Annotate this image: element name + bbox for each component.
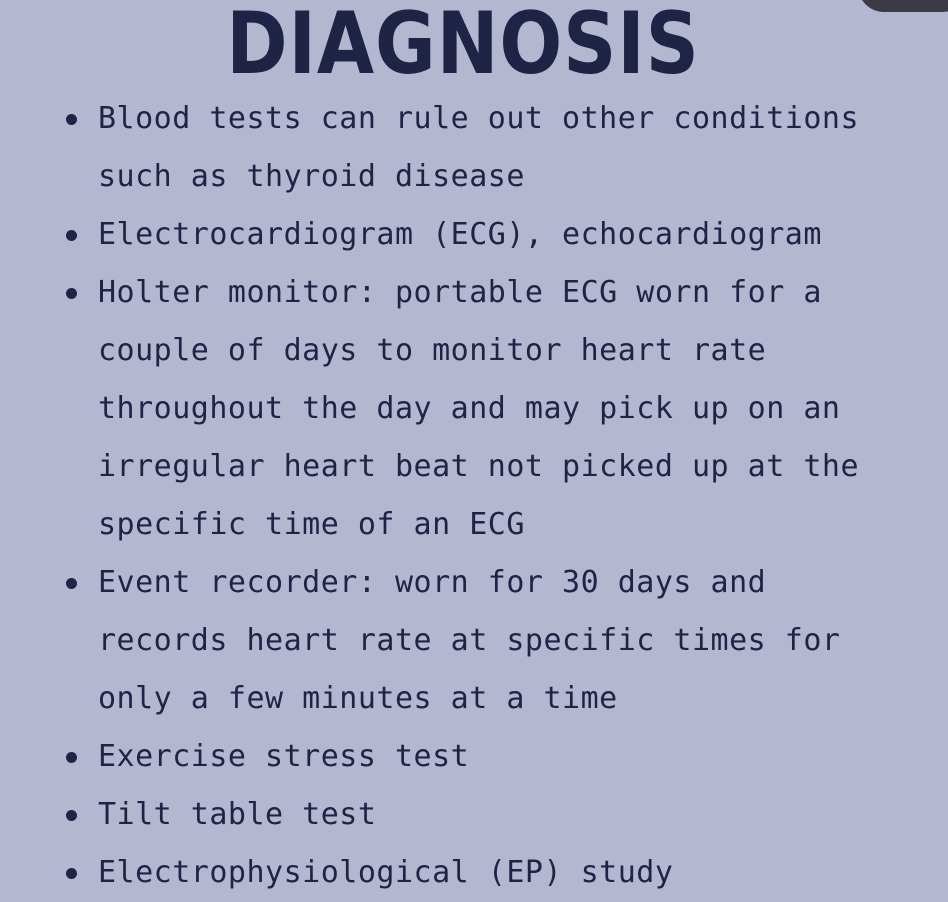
bullet-icon — [66, 752, 77, 763]
list-item-holter-monitor — [0, 264, 898, 554]
list-item-text: Blood tests can rule out other conditions such as thyroid disease — [98, 101, 860, 194]
bullet-icon — [66, 230, 77, 241]
list-item-ep-study — [0, 844, 898, 902]
list-item-exercise-stress-test — [0, 728, 898, 786]
list-item-text: Electrocardiogram (ECG), echocardiogram — [98, 217, 822, 252]
list-item-text: Event recorder: worn for 30 days and records heart rate at specific times for only a few minutes at a time — [98, 565, 841, 716]
bullet-icon — [66, 810, 77, 821]
list-item-blood-tests — [0, 90, 898, 206]
list-item-event-recorder — [0, 554, 898, 728]
slide-title: DIAGNOSIS — [226, 0, 700, 94]
list-item-text: Exercise stress test — [98, 739, 470, 774]
bullet-icon — [66, 114, 77, 125]
list-item-tilt-table-test — [0, 786, 898, 844]
bullet-icon — [66, 578, 77, 589]
list-item-ecg — [0, 206, 898, 264]
list-item-text: Tilt table test — [98, 797, 377, 832]
corner-decoration — [858, 0, 948, 12]
list-item-text: Electrophysiological (EP) study — [98, 855, 674, 890]
bullet-icon — [66, 868, 77, 879]
diagnosis-list — [0, 90, 898, 902]
bullet-icon — [66, 288, 77, 299]
list-item-text: Holter monitor: portable ECG worn for a couple of days to monitor heart rate throughout the day and may pick up on an irregular heart beat not picked up at the specific time of an ECG — [98, 275, 860, 542]
